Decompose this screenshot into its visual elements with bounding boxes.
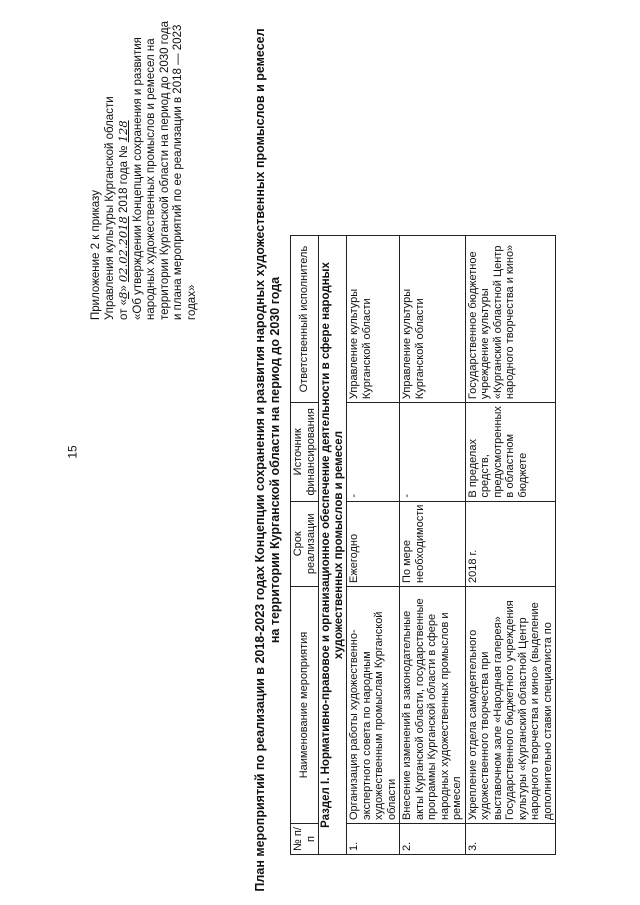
row-term: Ежегодно (347, 501, 400, 586)
plan-title: План мероприятий по реализации в 2018-2023 годах Концепции сохранения и развития народных художественных промыслов и ремесел на территории Курганской области на период до 2030 года (253, 28, 282, 892)
row-name: Укрепление отдела самодеятельного художественного творчества при выставочном зале «Народная галерея» Государственного бюджетного учреждения культуры «Курганский областной Центр народного творчества и кино» (выделение дополнительно ставки специалиста по (465, 587, 556, 824)
appendix-block (90, 20, 199, 320)
row-source: - (347, 403, 400, 502)
table-row (400, 236, 466, 855)
row-executor: Государственное бюджетное учреждение культуры «Курганский областной Центр народного творчества и кино» (465, 236, 556, 403)
header-number: № п/п (291, 824, 319, 855)
date-year: 2018 года № (118, 145, 130, 217)
date-day: 8 (116, 291, 130, 299)
appendix-line2: Управления культуры Курганской области (103, 96, 116, 320)
table-row (465, 236, 556, 855)
row-source: - (400, 403, 466, 502)
row-term: По мере необходимости (400, 501, 466, 586)
header-executor: Ответственный исполнитель (291, 236, 319, 403)
page-number: 15 (65, 445, 80, 459)
table-row (347, 236, 400, 855)
appendix-date-line (117, 20, 132, 320)
row-source: В пределах средств, предусмотренных в областном бюджете (465, 403, 556, 502)
row-name: Внесение изменений в законодательные акты Курганской области, государственные программы Курганской области в сфере народных художественных промыслов и ремесел (400, 587, 466, 824)
table-header-row (291, 236, 319, 855)
date-mid: » (118, 282, 130, 292)
date-month: 02.02.2018 (116, 216, 130, 283)
header-term: Срок реализации (291, 501, 319, 586)
appendix-subject: «Об утверждении Концепции сохранения и развития народных художественных промыслов и ремесел на территории Курганской области на период до 2030 года и плана мероприятий по ее реализации в 2018 — 2023 годах» (131, 21, 198, 320)
section-row (319, 236, 347, 855)
row-executor: Управление культуры Курганской области (400, 236, 466, 403)
plan-table (290, 235, 556, 855)
header-name: Наименование мероприятия (291, 587, 319, 824)
order-number: 128 (116, 120, 130, 143)
date-prefix: от « (118, 298, 130, 320)
appendix-line1: Приложение 2 к приказу (90, 190, 102, 320)
row-number: 3. (465, 824, 556, 855)
row-number: 2. (400, 824, 466, 855)
section-title: Раздел I. Нормативно-правовое и организационное обеспечение деятельности в сфере народных художественных промыслов и ремесел (319, 236, 347, 855)
row-executor: Управление культуры Курганской области (347, 236, 400, 403)
row-term: 2018 г. (465, 501, 556, 586)
row-name: Организация работы художественно-экспертного совета по народным художественным промыслам Курганской области (347, 587, 400, 824)
header-source: Источник финансирования (291, 403, 319, 502)
row-number: 1. (347, 824, 400, 855)
